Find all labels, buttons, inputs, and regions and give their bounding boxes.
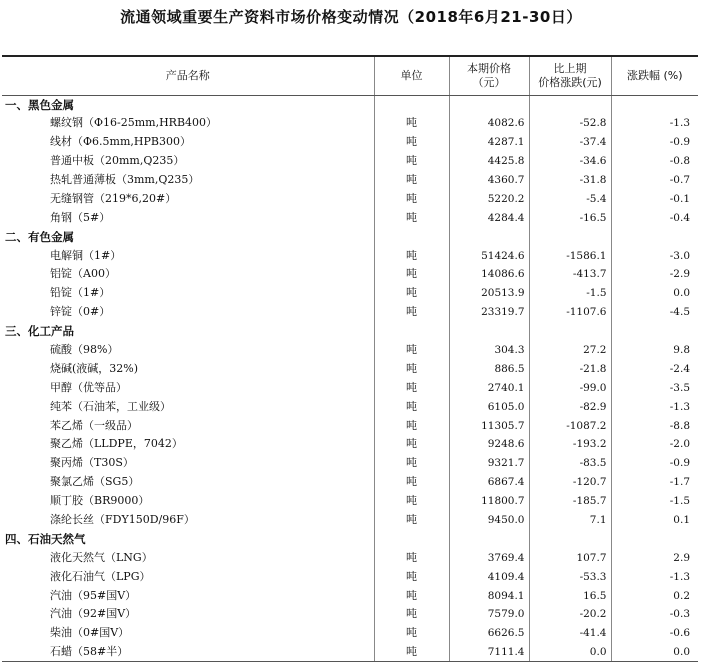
unit-cell: 吨 [374,303,449,322]
current-price-cell: 4284.4 [449,208,529,227]
table-row [2,605,698,624]
table-row [2,208,698,227]
empty-cell [611,529,698,548]
change-percent-cell: -0.6 [611,624,698,643]
price-change-cell: -193.2 [529,435,611,454]
table-row [2,284,698,303]
change-percent-cell: -0.9 [611,454,698,473]
header-price-change-line1: 比上期 [553,61,587,75]
product-name-cell: 聚氯乙烯（SG5） [50,475,140,489]
unit-cell: 吨 [374,605,449,624]
product-name-cell: 纯苯（石油苯，工业级） [50,399,171,413]
price-change-cell: -41.4 [529,624,611,643]
unit-cell: 吨 [374,567,449,586]
change-percent-cell: 9.8 [611,341,698,360]
product-name-cell: 涤纶长丝（FDY150D/96F） [50,513,195,527]
price-change-cell: -16.5 [529,208,611,227]
table-header-row [2,56,698,95]
unit-cell: 吨 [374,397,449,416]
product-name-cell: 苯乙烯（一级品） [50,418,138,432]
current-price-cell: 20513.9 [449,284,529,303]
price-change-cell: -5.4 [529,189,611,208]
unit-cell: 吨 [374,378,449,397]
product-name-cell: 石蜡（58#半） [2,643,374,662]
header-product-name: 产品名称 [2,56,374,95]
current-price-cell: 6867.4 [449,473,529,492]
current-price-cell: 14086.6 [449,265,529,284]
table-row [2,189,698,208]
change-percent-cell: -3.0 [611,246,698,265]
product-name-cell: 柴油（0#国Ⅴ） [50,626,130,640]
product-name-cell: 液化石油气（LPG） [50,569,151,583]
change-percent-cell: -0.3 [611,605,698,624]
change-percent-cell: -1.7 [611,473,698,492]
header-change-percent: 涨跌幅 (%) [611,56,698,95]
table-body [2,95,698,662]
price-change-cell: -34.6 [529,152,611,171]
empty-cell [374,95,449,114]
change-percent-cell: -2.0 [611,435,698,454]
price-change-cell: -120.7 [529,473,611,492]
empty-cell [449,95,529,114]
current-price-cell: 4287.1 [449,133,529,152]
current-price-cell: 3769.4 [449,548,529,567]
unit-cell: 吨 [374,435,449,454]
empty-cell [449,227,529,246]
unit-cell: 吨 [374,359,449,378]
change-percent-cell: -3.5 [611,378,698,397]
unit-cell: 吨 [374,246,449,265]
price-change-cell: -1586.1 [529,246,611,265]
current-price-cell: 6105.0 [449,397,529,416]
unit-cell: 吨 [374,152,449,171]
current-price-cell: 8094.1 [449,586,529,605]
current-price-cell: 7579.0 [449,605,529,624]
header-price-change [529,56,611,95]
price-change-cell: 107.7 [529,548,611,567]
product-name-cell: 汽油（92#国Ⅴ） [50,607,137,621]
price-table [2,55,698,662]
table-row [2,303,698,322]
table-row [2,152,698,171]
current-price-cell: 9450.0 [449,511,529,530]
product-name-cell: 电解铜（1#） [50,248,122,262]
product-name-cell: 液化天然气（LNG） [50,550,153,564]
current-price-cell: 11800.7 [449,492,529,511]
current-price-cell: 6626.5 [449,624,529,643]
table-row [2,416,698,435]
unit-cell: 吨 [374,189,449,208]
current-price-cell: 23319.7 [449,303,529,322]
category-label: 四、石油天然气 [5,531,86,546]
category-label: 三、化工产品 [5,324,74,339]
change-percent-cell: -1.3 [611,114,698,133]
change-percent-cell: -0.4 [611,208,698,227]
category-row [2,227,698,246]
current-price-cell: 4360.7 [449,171,529,190]
change-percent-cell: -0.1 [611,189,698,208]
category-row [2,529,698,548]
product-name-cell: 热轧普通薄板（3mm,Q235） [50,173,200,186]
change-percent-cell: -0.9 [611,133,698,152]
category-label: 一、黑色金属 [5,97,74,112]
category-label: 二、有色金属 [5,229,74,244]
current-price-cell: 9248.6 [449,435,529,454]
table-row [2,246,698,265]
unit-cell: 吨 [374,643,449,662]
change-percent-cell: -1.5 [611,492,698,511]
unit-cell: 吨 [374,133,449,152]
empty-cell [529,95,611,114]
current-price-cell: 2740.1 [449,378,529,397]
price-change-cell: 27.2 [529,341,611,360]
table-row [2,378,698,397]
price-change-cell: -31.8 [529,171,611,190]
empty-cell [529,529,611,548]
empty-cell [374,227,449,246]
table-row [2,435,698,454]
table-row [2,567,698,586]
change-percent-cell: -1.3 [611,567,698,586]
unit-cell: 吨 [374,548,449,567]
unit-cell: 吨 [374,511,449,530]
change-percent-cell: -8.8 [611,416,698,435]
empty-cell [611,322,698,341]
price-change-cell: 0.0 [529,643,611,662]
price-change-cell: -413.7 [529,265,611,284]
price-change-cell: -53.3 [529,567,611,586]
current-price-cell: 4082.6 [449,114,529,133]
change-percent-cell: -1.3 [611,397,698,416]
current-price-cell: 4109.4 [449,567,529,586]
unit-cell: 吨 [374,114,449,133]
price-change-cell: -37.4 [529,133,611,152]
header-unit: 单位 [374,56,449,95]
table-row [2,624,698,643]
table-row [2,359,698,378]
change-percent-cell: 0.1 [611,511,698,530]
unit-cell: 吨 [374,624,449,643]
current-price-cell: 5220.2 [449,189,529,208]
table-row [2,341,698,360]
product-name-cell: 聚乙烯（LLDPE，7042） [50,437,183,451]
unit-cell: 吨 [374,284,449,303]
current-price-cell: 51424.6 [449,246,529,265]
product-name-cell: 锌锭（0#） [50,305,111,319]
table-row [2,397,698,416]
product-name-cell: 线材（Φ6.5mm,HPB300） [50,135,191,149]
header-price-change-line2: 价格涨跌(元) [538,75,602,89]
product-name-cell: 铝锭（A00） [50,267,116,281]
price-change-cell: -99.0 [529,378,611,397]
price-change-cell: -1107.6 [529,303,611,322]
table-row [2,454,698,473]
table-row [2,586,698,605]
product-name-cell: 无缝钢管（219*6,20#） [50,191,177,205]
change-percent-cell: -2.9 [611,265,698,284]
table-row [2,643,698,662]
price-change-cell: -1087.2 [529,416,611,435]
empty-cell [449,529,529,548]
current-price-cell: 9321.7 [449,454,529,473]
change-percent-cell: 0.2 [611,586,698,605]
empty-cell [374,529,449,548]
table-row [2,171,698,190]
unit-cell: 吨 [374,208,449,227]
table-row [2,114,698,133]
header-current-price-line1: 本期价格 [467,61,511,75]
header-current-price-line2: （元） [472,75,506,89]
table-row [2,511,698,530]
product-name-cell: 顺丁胶（BR9000） [50,494,150,508]
empty-cell [611,227,698,246]
change-percent-cell: -2.4 [611,359,698,378]
change-percent-cell: -4.5 [611,303,698,322]
price-change-cell: -21.8 [529,359,611,378]
change-percent-cell: 0.0 [611,284,698,303]
product-name-cell: 螺纹钢（Φ16-25mm,HRB400） [50,116,218,130]
unit-cell: 吨 [374,171,449,190]
unit-cell: 吨 [374,341,449,360]
price-change-cell: -1.5 [529,284,611,303]
product-name-cell: 烧碱(液碱，32%) [50,361,139,375]
empty-cell [529,322,611,341]
change-percent-cell: -0.8 [611,152,698,171]
product-name-cell: 硫酸（98%） [50,343,119,357]
price-change-cell: 16.5 [529,586,611,605]
change-percent-cell: -0.7 [611,171,698,190]
page-title: 流通领域重要生产资料市场价格变动情况（2018年6月21-30日） [120,8,582,26]
unit-cell: 吨 [374,416,449,435]
price-change-cell: -185.7 [529,492,611,511]
empty-cell [374,322,449,341]
current-price-cell: 304.3 [449,341,529,360]
current-price-cell: 4425.8 [449,152,529,171]
empty-cell [449,322,529,341]
unit-cell: 吨 [374,265,449,284]
current-price-cell: 11305.7 [449,416,529,435]
current-price-cell: 7111.4 [449,643,529,662]
unit-cell: 吨 [374,586,449,605]
category-row [2,322,698,341]
category-row [2,95,698,114]
product-name-cell: 普通中板（20mm,Q235） [50,154,185,168]
table-row [2,133,698,152]
price-change-cell: -82.9 [529,397,611,416]
table-row [2,265,698,284]
unit-cell: 吨 [374,454,449,473]
current-price-cell: 886.5 [449,359,529,378]
header-current-price [449,56,529,95]
product-name-cell: 汽油（95#国Ⅴ） [50,588,137,602]
product-name-cell: 聚丙烯（T30S） [50,456,134,470]
price-change-cell: -83.5 [529,454,611,473]
table-row [2,492,698,511]
unit-cell: 吨 [374,492,449,511]
unit-cell: 吨 [374,473,449,492]
product-name-cell: 角钢（5#） [50,210,111,224]
product-name-cell: 甲醇（优等品） [50,380,127,394]
price-change-cell: 7.1 [529,511,611,530]
table-row [2,548,698,567]
empty-cell [611,95,698,114]
empty-cell [529,227,611,246]
price-change-cell: -52.8 [529,114,611,133]
product-name-cell: 铅锭（1#） [50,286,111,300]
change-percent-cell: 2.9 [611,548,698,567]
table-row [2,473,698,492]
price-change-cell: -20.2 [529,605,611,624]
change-percent-cell: 0.0 [611,643,698,662]
